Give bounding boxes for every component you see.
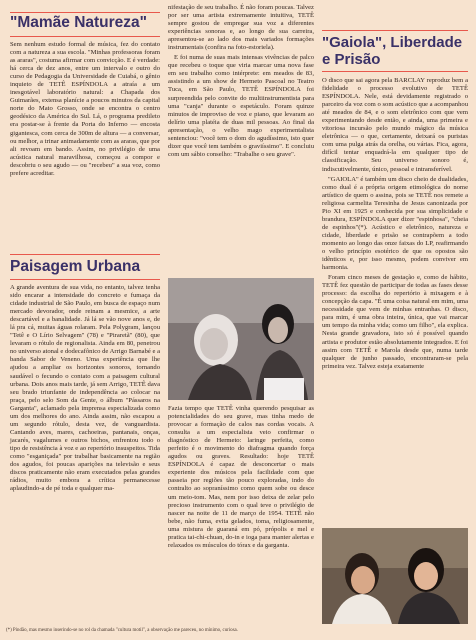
heading-mamae-natureza: "Mamãe Natureza" <box>10 14 148 31</box>
heading-rule <box>322 71 468 72</box>
footnote: (*) Pindão, mas mesmo inserindo-se no rol da chamada "cultura motil", a observação me pareceu, no mínimo, curiosa. <box>6 628 238 633</box>
column-1-bottom <box>10 284 160 495</box>
heading-rule <box>10 254 160 255</box>
photo-tete-and-marola <box>322 528 468 624</box>
heading-gaiola: "Gaiola", Liberdade e Prisão <box>322 34 463 68</box>
paragraph: Fazia tempo que TETÊ vinha querendo pesquisar as potencialidades do seu grave, mas tinha medo de provocar a formação de calos nas cordas vocais. A consulta a um especialista veio confirmar o diagnóstico de Hermeto: laringe perfeita, como perfeito é o movimento do diafragma quando força agudos ou graves. Resultado: hoje TETÊ ESPÍNDOLA é capaz de desconcertar o mais experiente dos músicos pela facilidade com que passeia por regiões tão pouco exploradas, indo do contralto ao sopraníssimo como quem sobe ou desce um meio-tom. Mas, nem por isso deixa de zelar pelo precioso instrumento com o qual teve o privilégio de nascer na noite de 11 de março de 1954. TETÊ não bebe, não fuma, evita gelados, toma, religiosamente, uma mistura de guaraná em pó, própolis e mel e pratica tai-chi-chuan, do-in e ioga para manter alertas e relaxados os músculos do tórax e da garganta. <box>168 405 314 549</box>
column-2-top <box>168 4 314 161</box>
heading-rule <box>10 36 160 37</box>
paragraph: Sem nenhum estudo formal de música, fez do contato com a natureza a sua escola. "Minhas professoras foram as araras", costuma afirmar com convicção. E é verdade: há cerca de dez anos, entre um intervalo e outro do curso de Pedagogia da Universidade de Cuiabá, o gênio inquieto de TETÊ ESPÍNDOLA a atraía a um inesgotável laboratório natural: a Chapada dos Guimarães, extensa planície a poucos minutos da capital norte do Mato Grosso, onde se encontra o centro geodésico da América do Sul. Lá, o programa predileto era postar-se à frente da Porta do Inferno — encosta gigantesca, com cerca de 300m de altura — a conversar, ou melhor, a trinar animadamente com as araras, que por ali revoam em bando. Assim, no privilégio de uma acústica natural maravilhosa, começou a compor e descobriu o seu agudo — ou "recebeu" a sua voz, como prefere acreditar. <box>10 41 160 177</box>
paragraph: A grande aventura de sua vida, no entanto, talvez tenha sido encarar a intensidade do concreto e fumaça da cidade industrial de São Paulo, em busca de espaço num mercado devorador, onde reinam a mesmice, a arte descartável e a banalidade. Já lá se vão nove anos e, de lá pra cá, muitas águas rolaram. Pela Polygram, lançou "Tetê e O Lírio Selvagem" (78) e "Piraretã" (80), que levaram o rótulo de regionalista. Ainda em 80, penetrou no universo atonal e dodecafônico de Arrigo Barnabé e a banda Sabor de Veneno. Uma experiência que lhe ajudou a ampliar os horizontes sonoros, tornando saudável o fecundo o contato com a paisagem cultural urbana. Dois anos mais tarde, já sem Arrigo, TETÊ dava seu brado triunfante de independência ao colocar na praça, pelo selo Som da Gente, o álbum "Pássaros na Garganta", aclamado pela imprensa especializada como um dos melhores do ano. Ainda assim, não escapou a um segundo rótulo, desta vez, de vanguardista. Cantando aves, mares, cachoeiras, pantanais, onças, jacarés, vagalumes e outros bichos, enfrentou todo o tipo de resistência à voz e ao repertório insuspeitos. Tida como "esganiçada" por trabalhar basicamente na região dos agudos, foi poucas aparições na televisão e seus discos praticamente não eram executados pelas grandes rádios, muito embora a crítica permanecesse aplaudindo-a de pé toda e qualquer ma- <box>10 284 160 493</box>
heading-rule <box>322 30 468 31</box>
photo-hermeto-and-tete <box>168 278 314 400</box>
heading-rule <box>10 279 160 280</box>
column-2-bottom <box>168 405 314 552</box>
column-1-top <box>10 41 160 180</box>
paragraph: Foram cinco meses de gestação e, como de hábito, TETÊ fez questão de participar de todas as fases desse processo: da escolha do repertório à mixagem e à concepção da capa. "É uma coisa natural em mim, uma necessidade que vem de minhas entranhas. O disco, para mim, é uma obra inteira, única, que vai marcar um tempo da minha vida; como um filho", ela explica. Nesta grande gravadora, isto só é possível quando artista e produtor estão absolutamente integrados. E foi assim com TETÊ e Marola desde que, numa tarde qualquer de junho passado, encontraram-se pela primeira vez. Talvez esteja exatamente <box>322 274 468 370</box>
heading-paisagem-urbana: Paisagem Urbana <box>10 258 141 275</box>
heading-rule <box>10 12 160 13</box>
paragraph: E foi numa de suas mais intensas vivências de palco que recebeu o toque que viria marcar uma nova fase em seu trabalho como intérprete: em meados de 83, assistindo a um show de Hermeto Pascoal no Teatro Tuca, em São Paulo, TETÊ ESPÍNDOLA foi surpreendida pelo convite do multiinstrumentista para uma "canja" durante o espetáculo. Foram quinze minutos de improviso de voz e piano, que levaram ao delírio uma platéia de duas mil pessoas. Ao final da apresentação, o velho mago experimentalista sentenciou: "você tem o dom do agudíssimo, isto quer dizer que você tem também o graviíssimo". E concluiu com um sábio conselho: "Trabalhe o seu grave". <box>168 54 314 158</box>
paragraph: O disco que sai agora pela BARCLAY reproduz bem a fidelidade o processo evolutivo de TETÊ ESPÍNDOLA. Nele, está devidamente registrado o parceiro da voz com o som acústico que a acompanhou até meados de 84, e o som eletrônico com que vem experimentando desde então, e ainda, uma primeira e vitoriosa incursão pelo mundo mágico da música eletrônica — o que, certamente, deixará os puristas com uma pulga atrás da orelha, ou várias. Fica, agora, difícil tentar enquadrá-la em qualquer tipo de classificação. Seu universo sonoro é, indiscutivelmente, único, pessoal e intransferível. <box>322 77 468 173</box>
paragraph: nifestação de seu trabalho. É não foram poucas. Talvez por ser uma artista extremamente intuitiva, TETÊ sempre gostou de empregar sua voz a diferentes experiências sonoras e, ao longo de sua carreira, apresentou-se ao lado dos mais variados formações instrumentais (confira na foto-estoriela). <box>168 4 314 52</box>
paragraph: "GAIOLA" é também um disco cheio de dualidades, como dual é a própria origem etimológica do nome artístico de quem o assina, pois se TETÊ nos remete a religiosa carmelita Teresinha de Jesus canonizada por Pio XI em 1925 e conhecida por sua simplicidade e brandura, ESPÍNDOLA quer dizer "espinhosa", "cheia de espinhos"(*). Acústico e eletrônico, natureza e cidade, liberdade e prisão se contrapõem a todo momento ao longo das onze faixas do LP, reafirmando o velho princípio esotérico de que os opostos são idênticos e, por isso mesmo, podem conviver em harmonia. <box>322 175 468 272</box>
column-3 <box>322 77 468 373</box>
